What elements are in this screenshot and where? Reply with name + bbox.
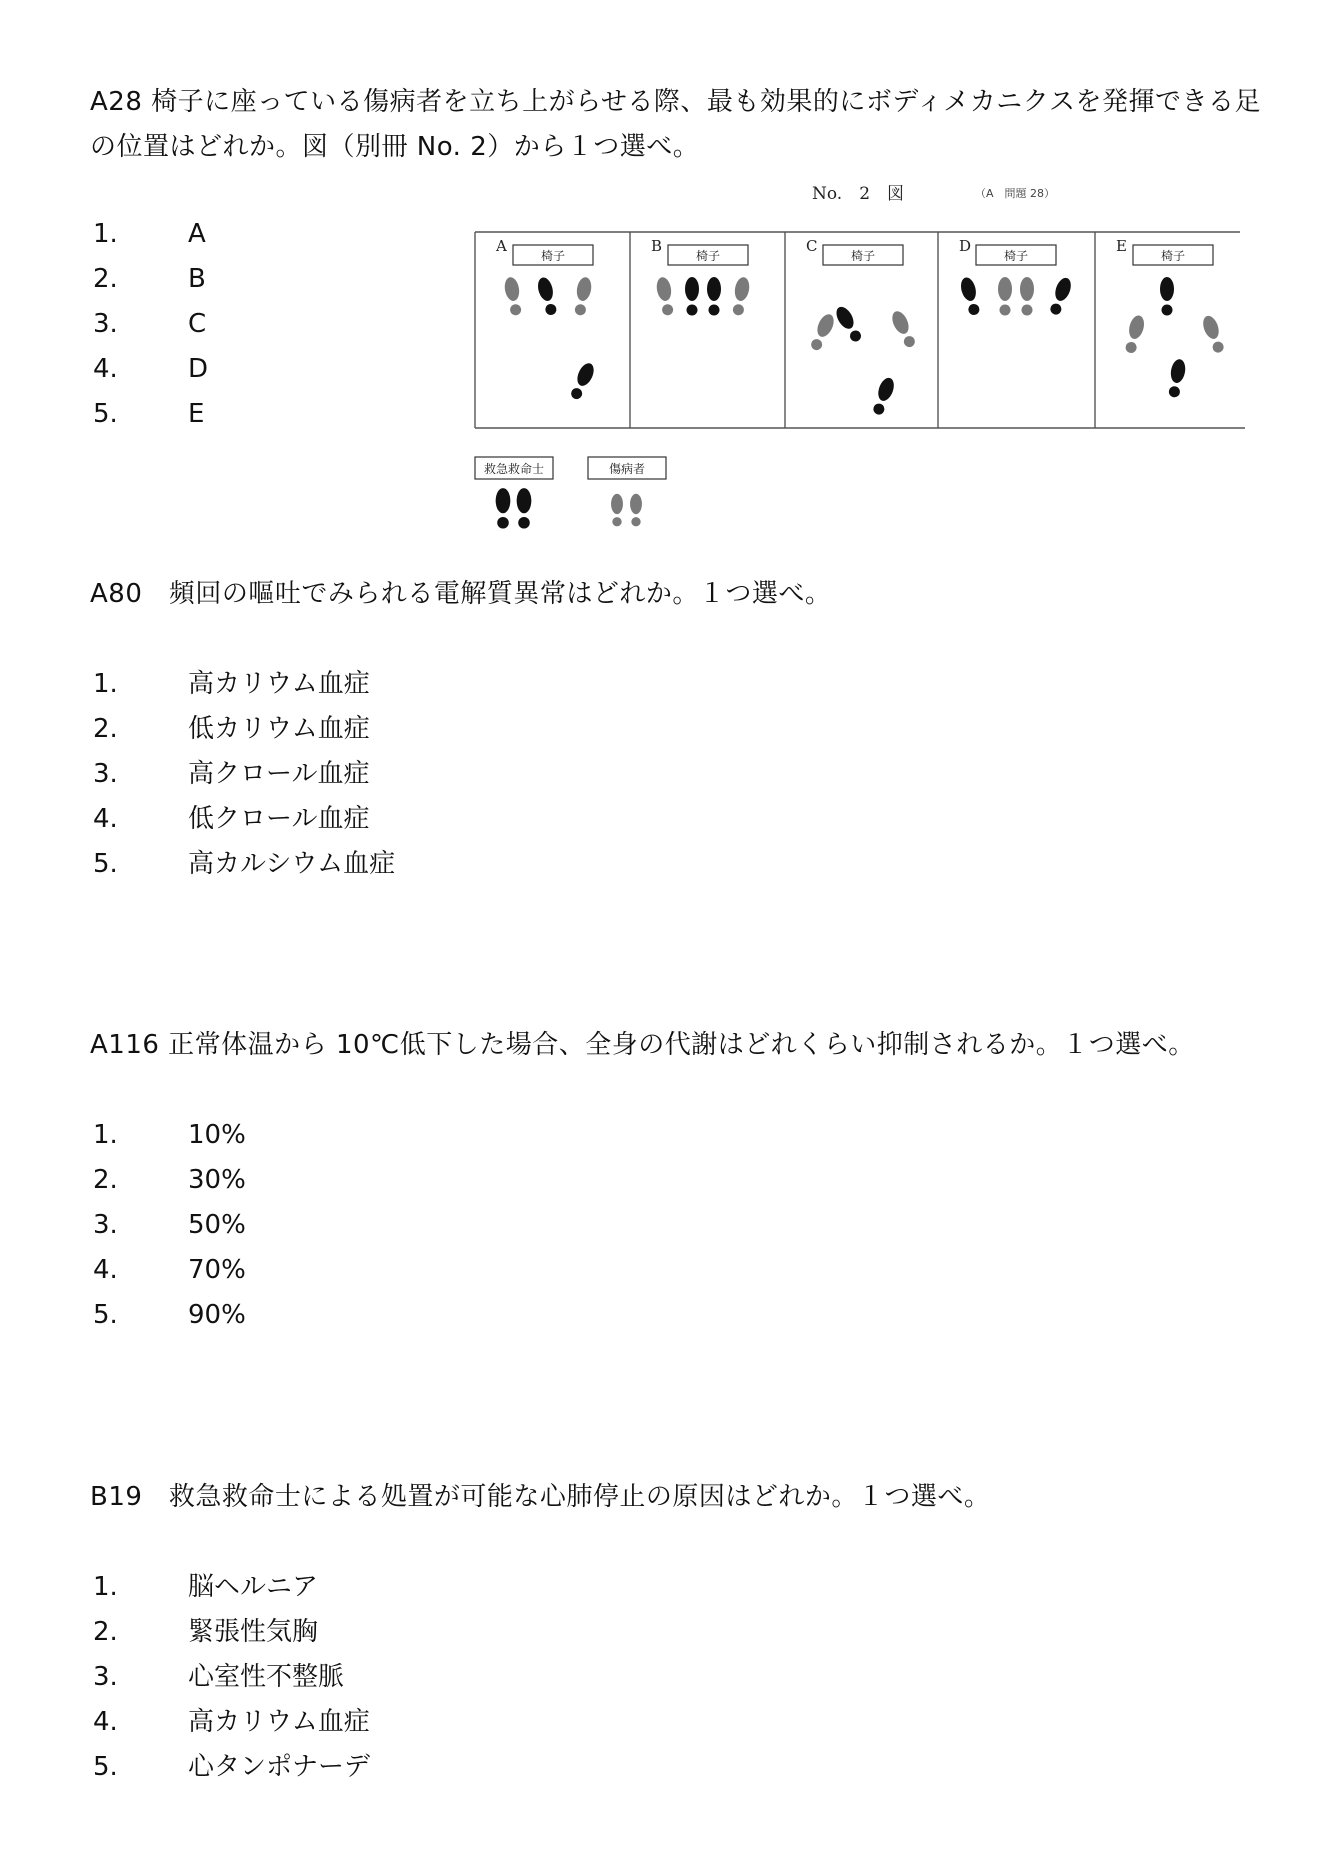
choice-item: [93, 662, 395, 707]
chair-label: 椅子: [1003, 249, 1029, 263]
choice-text: 心室性不整脈: [188, 1662, 345, 1692]
rescuer-footprint: [870, 376, 896, 417]
figure-panels: [475, 232, 1245, 428]
question-a116-choices: [93, 1113, 246, 1338]
choice-text: 心タンポナーデ: [188, 1752, 371, 1782]
choice-item: [93, 1610, 370, 1655]
patient-footprint: [573, 276, 593, 316]
choice-text: 高カルシウム血症: [188, 849, 396, 879]
choice-text: E: [188, 399, 205, 429]
question-a80-choices: [93, 662, 395, 887]
choice-number: 4.: [93, 354, 118, 384]
choice-text: D: [188, 354, 209, 384]
choice-text: 10%: [188, 1120, 246, 1150]
choice-number: 3.: [93, 759, 118, 789]
choice-item: [93, 752, 395, 797]
choice-item: [93, 1158, 246, 1203]
patient-footprint: [808, 312, 837, 353]
choice-number: 1.: [93, 219, 118, 249]
rescuer-footprint: [685, 277, 699, 316]
panel-letter: B: [651, 237, 663, 255]
choice-number: 2.: [93, 264, 118, 294]
rescuer-footprint: [1160, 277, 1174, 316]
choice-number: 5.: [93, 399, 118, 429]
choice-text: 高クロール血症: [188, 759, 370, 789]
panel-letter: E: [1116, 237, 1127, 255]
choice-number: 2.: [93, 1165, 118, 1195]
choice-number: 1.: [93, 669, 118, 699]
patient-footprint: [998, 277, 1012, 316]
choice-text: 高カリウム血症: [188, 669, 370, 699]
choice-number: 3.: [93, 1210, 118, 1240]
choice-text: 50%: [188, 1210, 246, 1240]
choice-item: [93, 1203, 246, 1248]
choice-number: 3.: [93, 309, 118, 339]
panel-letter: A: [496, 237, 507, 255]
patient-footprint: [655, 276, 675, 316]
choice-number: 2.: [93, 1617, 118, 1647]
choice-number: 4.: [93, 1255, 118, 1285]
figure-title: No. 2 図: [812, 184, 905, 204]
choice-number: 3.: [93, 1662, 118, 1692]
choice-number: 5.: [93, 1300, 118, 1330]
chair-label: 椅子: [695, 249, 721, 263]
figure-panel-b: [651, 237, 751, 316]
choice-item: [93, 1745, 370, 1790]
patient-footprint: [889, 309, 918, 350]
rescuer-footprint: [959, 276, 982, 317]
question-a28-title: A28 椅子に座っている傷病者を立ち上がらせる際、最も効果的にボディメカニクスを発揮できる足の位置はどれか。図（別冊 No. 2）から１つ選べ。: [90, 87, 1262, 162]
rescuer-footprint: [1047, 276, 1073, 317]
choice-item: [93, 707, 395, 752]
choice-text: 高カリウム血症: [188, 1707, 370, 1737]
choice-text: 70%: [188, 1255, 246, 1285]
choice-text: 30%: [188, 1165, 246, 1195]
question-b19-choices: [93, 1565, 370, 1790]
patient-footprint: [1020, 277, 1034, 316]
choice-item: [93, 1655, 370, 1700]
figure-legend: [475, 457, 666, 529]
rescuer-footprint: [833, 304, 864, 344]
choice-text: A: [188, 219, 206, 249]
figure-panel-e: [1116, 237, 1227, 398]
choice-item: [93, 347, 208, 392]
legend-rescuer-label: 救急救命士: [483, 462, 545, 476]
choice-number: 1.: [93, 1572, 118, 1602]
rescuer-footprint: [496, 488, 511, 528]
question-a116-title: A116 正常体温から 10℃低下した場合、全身の代謝はどれくらい抑制されるか。１つ選べ。: [90, 1030, 1195, 1060]
choice-text: 脳ヘルニア: [188, 1572, 319, 1602]
rescuer-footprint: [707, 277, 721, 316]
figure-panel-c: [806, 237, 918, 417]
patient-footprint: [503, 276, 523, 316]
choice-item: [93, 212, 208, 257]
choice-item: [93, 1113, 246, 1158]
choice-number: 5.: [93, 849, 118, 879]
choice-number: 4.: [93, 1707, 118, 1737]
choice-text: 緊張性気胸: [188, 1617, 319, 1647]
chair-label: 椅子: [1160, 249, 1186, 263]
foot-position-figure: [470, 175, 1250, 540]
legend-patient-label: 傷病者: [608, 462, 646, 476]
choice-number: 4.: [93, 804, 118, 834]
figure-panel-a: [495, 237, 597, 402]
choice-item: [93, 302, 208, 347]
patient-footprint: [611, 494, 623, 527]
choice-item: [93, 392, 208, 437]
choice-text: B: [188, 264, 206, 294]
patient-footprint: [630, 494, 642, 527]
choice-text: 低カリウム血症: [188, 714, 370, 744]
question-b19-title: B19 救急救命士による処置が可能な心肺停止の原因はどれか。１つ選べ。: [90, 1482, 991, 1512]
patient-footprint: [1123, 314, 1146, 355]
choice-text: 90%: [188, 1300, 246, 1330]
choice-item: [93, 797, 395, 842]
choice-number: 2.: [93, 714, 118, 744]
figure-panel-d: [959, 237, 1074, 317]
choice-item: [93, 1700, 370, 1745]
chair-label: 椅子: [850, 249, 876, 263]
rescuer-footprint: [568, 361, 597, 402]
rescuer-footprint: [536, 276, 559, 317]
choice-item: [93, 842, 395, 887]
question-a80-title: A80 頻回の嘔吐でみられる電解質異常はどれか。１つ選べ。: [90, 579, 832, 609]
choice-number: 5.: [93, 1752, 118, 1782]
rescuer-footprint: [517, 488, 532, 528]
rescuer-footprint: [1167, 358, 1187, 398]
choice-item: [93, 257, 208, 302]
choice-number: 1.: [93, 1120, 118, 1150]
choice-text: C: [188, 309, 207, 339]
choice-item: [93, 1293, 246, 1338]
figure-subtitle: （A 問題 28）: [975, 187, 1056, 200]
patient-footprint: [731, 276, 751, 316]
chair-label: 椅子: [540, 249, 566, 263]
panel-letter: D: [959, 237, 972, 255]
choice-text: 低クロール血症: [188, 804, 370, 834]
question-a28-choices: [93, 212, 208, 437]
panel-letter: C: [806, 237, 818, 255]
patient-footprint: [1200, 314, 1226, 355]
choice-item: [93, 1248, 246, 1293]
choice-item: [93, 1565, 370, 1610]
